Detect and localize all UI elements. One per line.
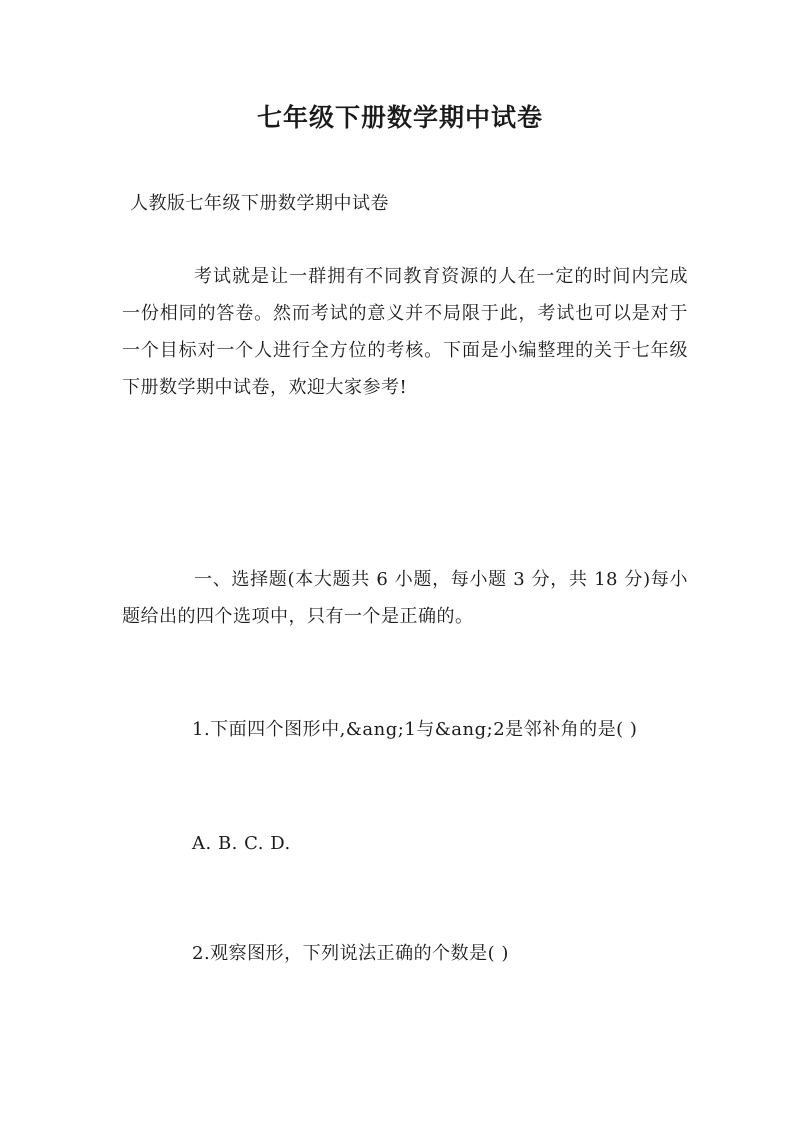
question-2: 2.观察图形，下列说法正确的个数是( ) xyxy=(192,943,509,964)
question-1: 1.下面四个图形中,&ang;1与&ang;2是邻补角的是( ) xyxy=(192,719,638,740)
question-1-options: A. B. C. D. xyxy=(192,833,291,854)
section-heading: 一、选择题(本大题共 6 小题，每小题 3 分，共 18 分)每小题给出的四个选项中，只有一个是正确的。 xyxy=(122,569,688,627)
intro-paragraph: 考试就是让一群拥有不同教育资源的人在一定的时间内完成一份相同的答卷。然而考试的意义并不局限于此，考试也可以是对于一个目标对一个人进行全方位的考核。下面是小编整理的关于七年级下册数学期中试卷，欢迎大家参考! xyxy=(122,266,688,398)
document-subtitle: 人教版七年级下册数学期中试卷 xyxy=(130,193,389,214)
page-title: 七年级下册数学期中试卷 xyxy=(256,103,543,132)
